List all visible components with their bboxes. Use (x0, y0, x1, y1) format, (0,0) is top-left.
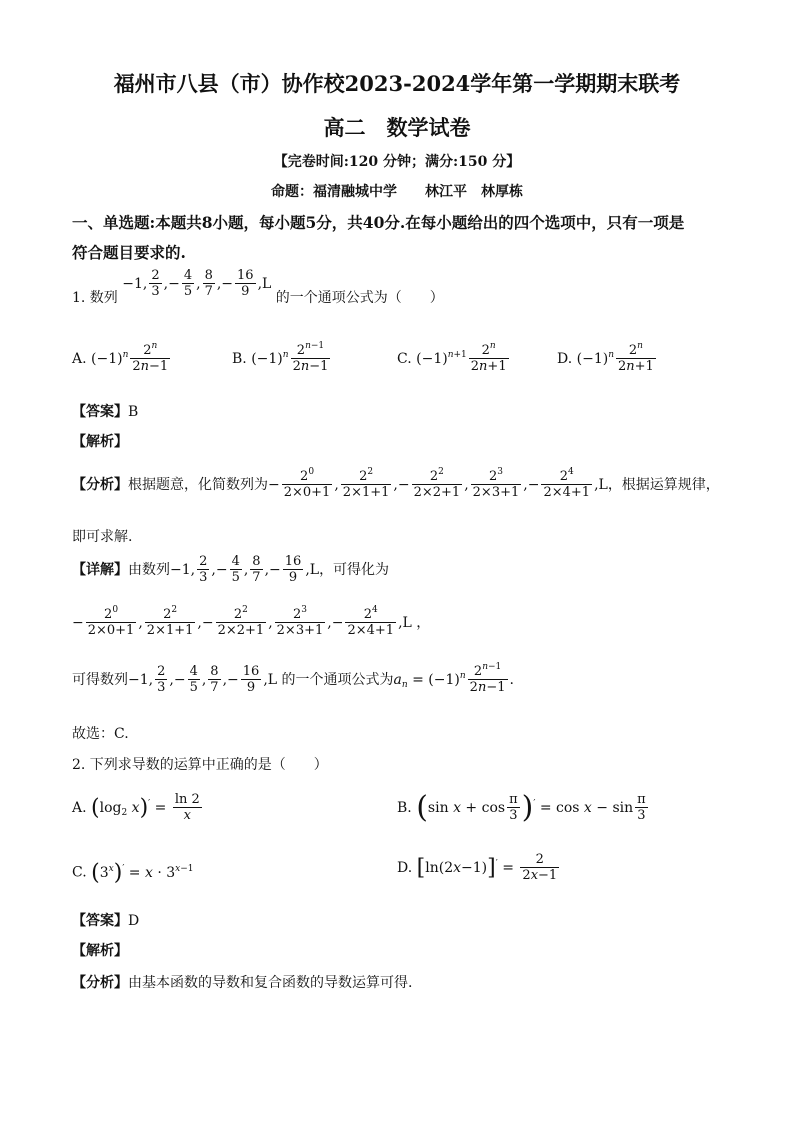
q2-option-d: D. [ln(2x−1)]′ = $\frac{2}{2x-1}$ (397, 852, 558, 883)
q1-fenxi-line2: 即可求解. (72, 529, 133, 545)
q1-option-a: A. $(-1)^n$ $\frac{2^n}{2n-1}$ (72, 341, 169, 374)
q1-analysis-tag: 【解析】 (72, 434, 128, 450)
q1-detail-line3: 可得数列−1, $\frac{2}{3}$ ,− $\frac{4}{5}$ , $\frac{8}{7}$ ,− $\frac{16}{9}$ ,L 的一个通项公式为$a_n = (-1)^n$ $\frac{2^{n-1}}{2n-1}$ . (72, 662, 514, 695)
q1-option-d: D. $(-1)^n$ $\frac{2^n}{2n+1}$ (557, 341, 654, 374)
section-heading-line2: 符合题目要求的. (72, 243, 186, 262)
q1-suffix: 的一个通项公式为（ ） (275, 290, 444, 306)
exam-title: 福州市八县（市）协作校2023-2024学年第一学期期末联考 (113, 71, 681, 96)
q1-stem (72, 268, 444, 314)
exam-authors: 命题：福清融城中学 林江平 林厚栋 (271, 184, 523, 200)
q2-answer-value: D (128, 913, 140, 929)
section-heading-line1: 一、单选题:本题共8小题，每小题5分，共40分.在每小题给出的四个选项中，只有一项是 (72, 213, 685, 232)
q2-option-c: C. $(3^x)' = x \cdot 3^{x-1}$ (72, 860, 194, 885)
q1-choice: 故选：C. (72, 726, 129, 742)
q2-option-a: A. ($\log_2$ x)′ = $\frac{\ln 2}{x}$ (72, 792, 200, 823)
q1-detail-expr: − $\frac{2^0}{2\times 0+1}$ , $\frac{2^2}{2\times 1+1}$ ,− $\frac{2^2}{2\times 2+1}$ , $\frac{2^3}{2\times 3+1}$ ,− $\frac{2^4}{2\times 4+1}$ ,L ， (72, 605, 431, 638)
q1-detail: 【详解】由数列−1, $\frac{2}{3}$ ,− $\frac{4}{5}$ , $\frac{8}{7}$ ,− $\frac{16}{9}$ ,L，可得化为 (72, 554, 390, 585)
q1-option-c: C. $(-1)^{n+1}$ $\frac{2^n}{2n+1}$ (397, 341, 507, 374)
q2-analysis-tag: 【解析】 (72, 943, 128, 959)
q1-fenxi: 【分析】根据题意，化简数列为− $\frac{2^0}{2\times 0+1}$ , $\frac{2^2}{2\times 1+1}$ ,− $\frac{2^2}{2\times 2+1}$ , $\frac{2^3}{2\times 3+1}$ ,− $\frac{2^4}{2\times 4+1}$ ,L，根据运算规律， (72, 467, 720, 500)
exam-subtitle: 高二 数学试卷 (323, 115, 471, 140)
q1-prefix: 1. 数列 (72, 290, 118, 306)
q2-option-b: B. (sin x + cos $\frac{\pi}{3}$ )′ = cos x − sin $\frac{\pi}{3}$ (397, 790, 646, 825)
q1-sequence: −1, $\frac{2}{3}$ ,− $\frac{4}{5}$ , $\frac{8}{7}$ ,− $\frac{16}{9}$ ,L (122, 268, 276, 299)
q1-answer: 【答案】B (72, 404, 139, 420)
q1-answer-value: B (128, 404, 139, 420)
q1-option-b: B. $(-1)^n$ $\frac{2^{n-1}}{2n-1}$ (232, 341, 329, 374)
q2-fenxi: 【分析】由基本函数的导数和复合函数的导数运算可得. (72, 975, 413, 991)
exam-info: 【完卷时间:120 分钟；满分:150 分】 (273, 154, 521, 170)
q2-answer: 【答案】D (72, 913, 140, 929)
q2-stem: 2. 下列求导数的运算中正确的是（ ） (72, 757, 328, 773)
